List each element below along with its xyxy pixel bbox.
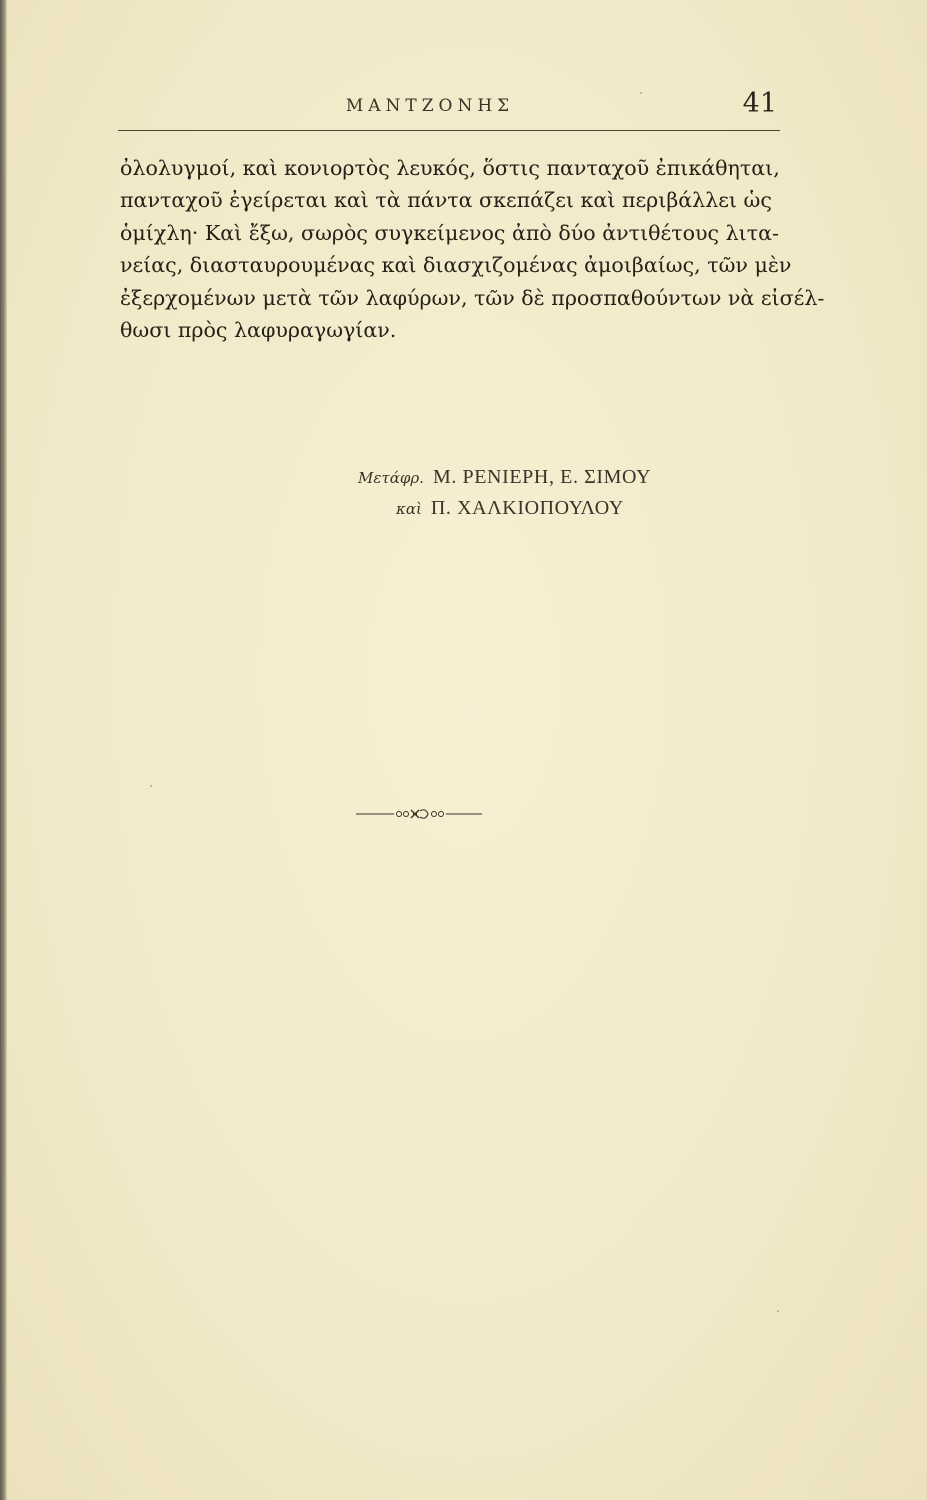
signature-names: Μ. ΡΕΝΙΕΡΗ, Ε. ΣΙΜΟΥ	[432, 466, 652, 488]
body-line: ὀλολυγμοί, καὶ κονιορτὸς λευκός, ὅστις πανταχοῦ ἐπικάθηται,	[120, 156, 780, 180]
signature-line-2	[0, 493, 927, 524]
signature-prefix: Μετάφρ.	[358, 469, 424, 487]
signature-conjunction: καὶ	[396, 500, 422, 518]
signature-line-1	[0, 462, 927, 493]
body-paragraph	[120, 152, 825, 346]
page-number: 41	[742, 88, 777, 119]
page-gutter-shadow	[0, 0, 7, 1500]
paper-speck	[777, 1310, 779, 1312]
paper-speck	[150, 785, 152, 787]
running-head-title: ΜΑΝΤΖΟΝΗΣ	[345, 96, 515, 116]
translator-signature	[0, 462, 927, 524]
signature-names: Π. ΧΑΛΚΙΟΠΟΥΛΟΥ	[430, 497, 624, 519]
running-head	[0, 88, 927, 130]
body-line: ὁμίχλη· Καὶ ἔξω, σωρὸς συγκείμενος ἀπὸ δύο ἀντιθέτους λιτα-	[120, 220, 779, 245]
tailpiece-ornament-icon	[356, 807, 482, 821]
body-line: θωσι πρὸς λαφυραγωγίαν.	[120, 318, 397, 343]
body-line: νείας, διασταυρουμένας καὶ διασχιζομένας ἀμοιβαίως, τῶν μὲν	[120, 253, 792, 278]
body-line: ἐξερχομένων μετὰ τῶν λαφύρων, τῶν δὲ προσπαθούντων νὰ εἰσέλ-	[120, 285, 825, 310]
paper-speck	[640, 92, 642, 94]
header-rule	[118, 130, 780, 131]
body-line: πανταχοῦ ἐγείρεται καὶ τὰ πάντα σκεπάζει καὶ περιβάλλει ὡς	[120, 188, 772, 213]
